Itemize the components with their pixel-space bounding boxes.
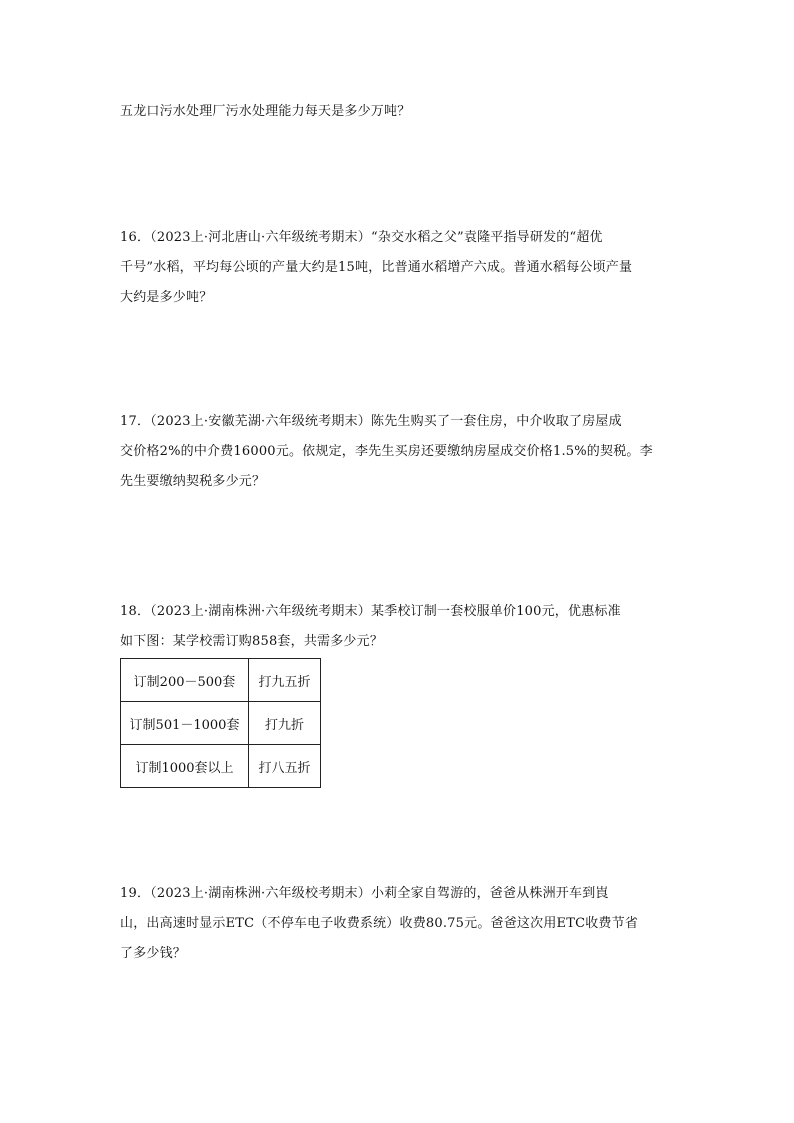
question-18-line-1: 18．（2023上·湖南株洲·六年级统考期末）某季校订制一套校服单价100元，优惠标准	[120, 604, 621, 619]
table-cell-discount: 打九折	[249, 702, 321, 745]
table-row	[121, 702, 321, 745]
question-16-line-3: 大约是多少吨？	[120, 290, 213, 305]
table-row	[121, 659, 321, 702]
table-cell-discount: 打九五折	[249, 659, 321, 702]
intro-question-text: 五龙口污水处理厂污水处理能力每天是多少万吨？	[120, 104, 411, 119]
discount-table	[120, 658, 321, 788]
question-19-line-3: 了多少钱？	[120, 946, 187, 961]
question-17-line-2: 交价格2%的中介费16000元。依规定，李先生买房还要缴纳房屋成交价格1.5%的契税。李	[120, 444, 653, 459]
table-cell-quantity: 订制1000套以上	[121, 745, 249, 788]
question-19-line-2: 山，出高速时显示ETC（不停车电子收费系统）收费80.75元。爸爸这次用ETC收费节省	[120, 916, 639, 931]
table-cell-quantity: 订制200－500套	[121, 659, 249, 702]
table-cell-discount: 打八五折	[249, 745, 321, 788]
question-16-line-1: 16．（2023上·河北唐山·六年级统考期末）“杂交水稻之父”袁隆平指导研发的“超优	[120, 230, 603, 245]
question-17-line-1: 17．（2023上·安徽芜湖·六年级统考期末）陈先生购买了一套住房，中介收取了房屋成	[120, 414, 622, 429]
question-19-line-1: 19．（2023上·湖南株洲·六年级校考期末）小莉全家自驾游的，爸爸从株洲开车到崀	[120, 886, 609, 901]
question-17-line-3: 先生要缴纳契税多少元？	[120, 474, 266, 489]
question-16-line-2: 千号”水稻，平均每公顷的产量大约是15吨，比普通水稻增产六成。普通水稻每公顷产量	[120, 260, 633, 275]
table-cell-quantity: 订制501－1000套	[121, 702, 249, 745]
question-18-line-2: 如下图：某学校需订购858套，共需多少元？	[120, 634, 384, 649]
table-row	[121, 745, 321, 788]
